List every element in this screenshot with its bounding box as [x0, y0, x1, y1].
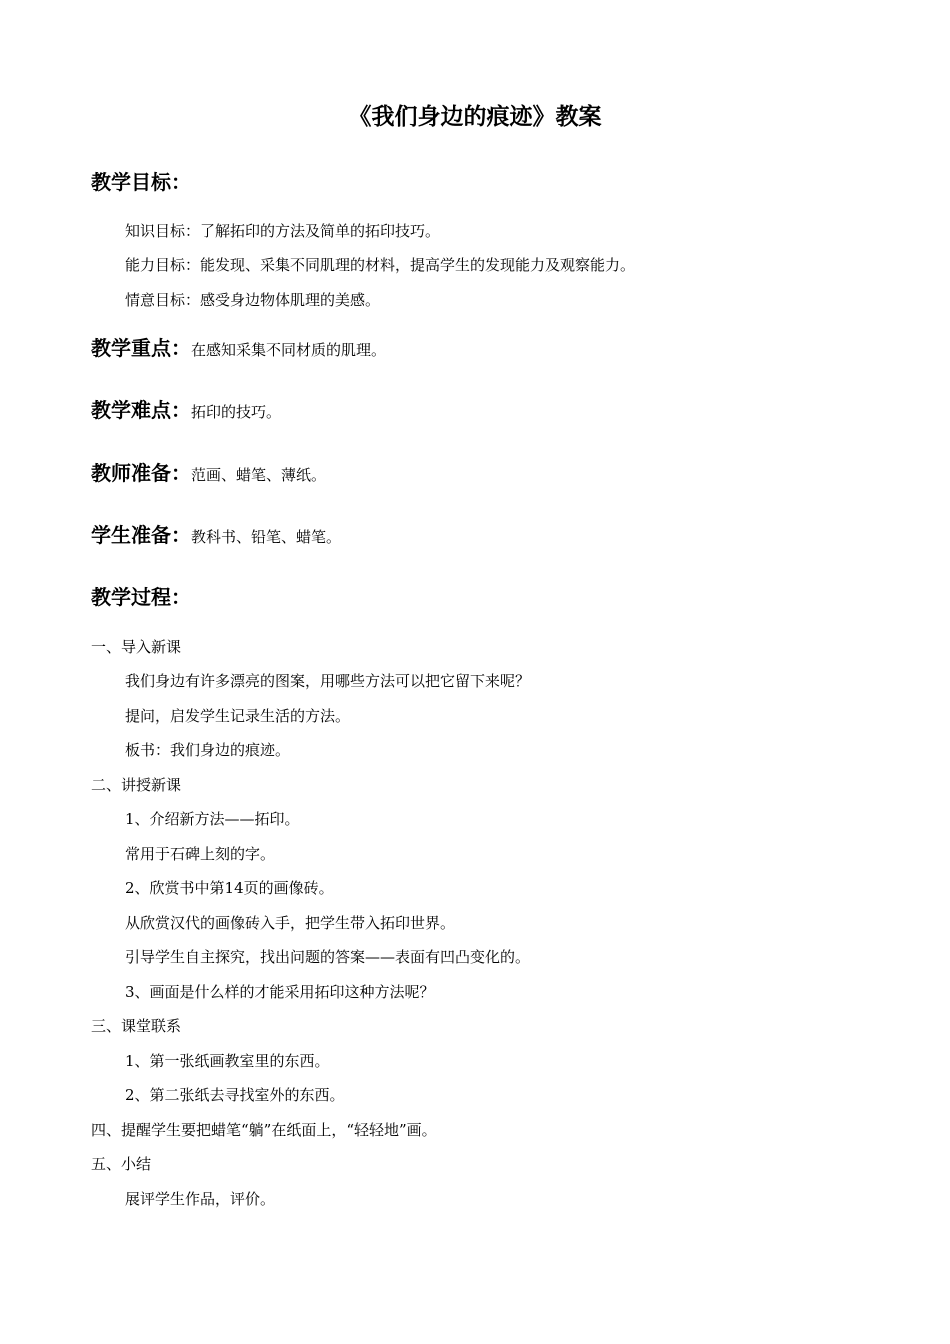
process-line: 常用于石碑上刻的字。 [125, 845, 276, 863]
process-section-2: 二、讲授新课 [91, 776, 182, 794]
process-line: 从欣赏汉代的画像砖入手，把学生带入拓印世界。 [125, 914, 456, 932]
process-section-4: 四、提醒学生要把蜡笔“躺”在纸面上，“轻轻地”画。 [91, 1121, 437, 1139]
student-prep-row [91, 520, 341, 552]
document-title: 《我们身边的痕迹》教案 [348, 104, 602, 130]
objective-emotion: 情意目标：感受身边物体肌理的美感。 [125, 291, 381, 309]
key-points-text: 在感知采集不同材质的肌理。 [191, 341, 387, 359]
objective-ability: 能力目标：能发现、采集不同肌理的材料，提高学生的发现能力及观察能力。 [125, 256, 636, 274]
process-line: 我们身边有许多漂亮的图案，用哪些方法可以把它留下来呢？ [125, 672, 531, 690]
objectives-heading [91, 167, 191, 199]
process-line: 板书：我们身边的痕迹。 [125, 741, 291, 759]
student-prep-text: 教科书、铅笔、蜡笔。 [191, 528, 342, 546]
process-line: 2、第二张纸去寻找室外的东西。 [125, 1086, 345, 1104]
process-line: 3、画面是什么样的才能采用拓印这种方法呢？ [125, 983, 435, 1001]
process-line: 引导学生自主探究，找出问题的答案——表面有凹凸变化的。 [125, 948, 531, 966]
process-line: 1、介绍新方法——拓印。 [125, 810, 300, 828]
process-line: 提问，启发学生记录生活的方法。 [125, 707, 351, 725]
process-section-5: 五、小结 [91, 1155, 152, 1173]
objectives-heading-label: 教学目标： [91, 170, 191, 194]
process-heading-label: 教学过程： [91, 585, 191, 609]
teacher-prep-text: 范画、蜡笔、薄纸。 [191, 466, 327, 484]
process-line: 2、欣赏书中第14页的画像砖。 [125, 879, 334, 897]
teacher-prep-label: 教师准备： [91, 461, 191, 485]
teacher-prep-row [91, 458, 326, 490]
process-line: 1、第一张纸画教室里的东西。 [125, 1052, 330, 1070]
process-line: 展评学生作品，评价。 [125, 1190, 276, 1208]
process-heading [91, 582, 191, 614]
key-points-label: 教学重点： [91, 336, 191, 360]
student-prep-label: 学生准备： [91, 523, 191, 547]
key-points-row [91, 333, 386, 365]
process-section-3: 三、课堂联系 [91, 1017, 182, 1035]
objective-knowledge: 知识目标：了解拓印的方法及简单的拓印技巧。 [125, 222, 441, 240]
difficulties-row [91, 395, 281, 427]
process-section-1: 一、导入新课 [91, 638, 182, 656]
difficulties-text: 拓印的技巧。 [191, 403, 282, 421]
difficulties-label: 教学难点： [91, 398, 191, 422]
